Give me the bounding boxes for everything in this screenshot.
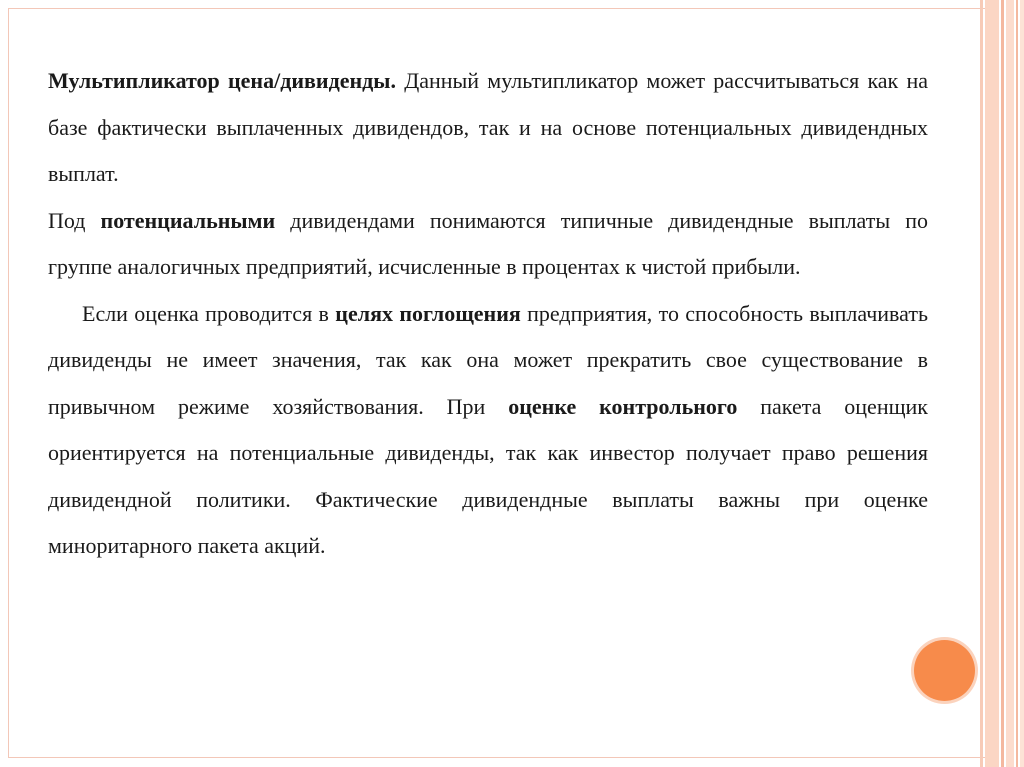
text-segment: дивидендами понимаются типичные дивидендные выплаты по группе аналогичных предприятий, исчисленные в процентах к чистой прибыли. xyxy=(48,207,928,279)
text-segment: Под xyxy=(48,207,101,233)
paragraph-pe-dividends xyxy=(48,58,928,198)
stripe xyxy=(1020,0,1024,767)
stripe xyxy=(1001,0,1004,767)
stripe xyxy=(985,0,999,767)
paragraph-potential-dividends xyxy=(48,198,928,291)
decorative-stripes xyxy=(980,0,1024,767)
term-control-stake: оценке контрольного xyxy=(508,393,738,419)
text-segment: предприятия, то способность выплачивать дивиденды не имеет значения, так как она может прекратить свое существование в привычном режиме хозяйствования. При xyxy=(48,300,929,419)
term-potential: потенциальными xyxy=(100,207,276,233)
text-segment: Если оценка проводится в xyxy=(82,300,336,326)
decorative-circle xyxy=(914,640,975,701)
paragraph-takeover xyxy=(48,291,928,570)
stripe xyxy=(980,0,983,767)
text-segment: пакета оценщик ориентируется на потенциальные дивиденды, так как инвестор получает право решения дивидендной политики. Фактические дивидендные выплаты важны при оценке миноритарного пакета акций. xyxy=(48,393,928,558)
text-segment: Данный мультипликатор может рассчитываться как на базе фактически выплаченных дивидендов, так и на основе потенциальных дивидендных выплат. xyxy=(48,68,929,186)
stripe xyxy=(1006,0,1014,767)
term-takeover-goals: целях поглощения xyxy=(335,300,521,326)
slide-body xyxy=(48,58,928,570)
stripe xyxy=(1016,0,1018,767)
term-multiplier-title: Мультипликатор цена/дивиденды. xyxy=(48,68,396,93)
